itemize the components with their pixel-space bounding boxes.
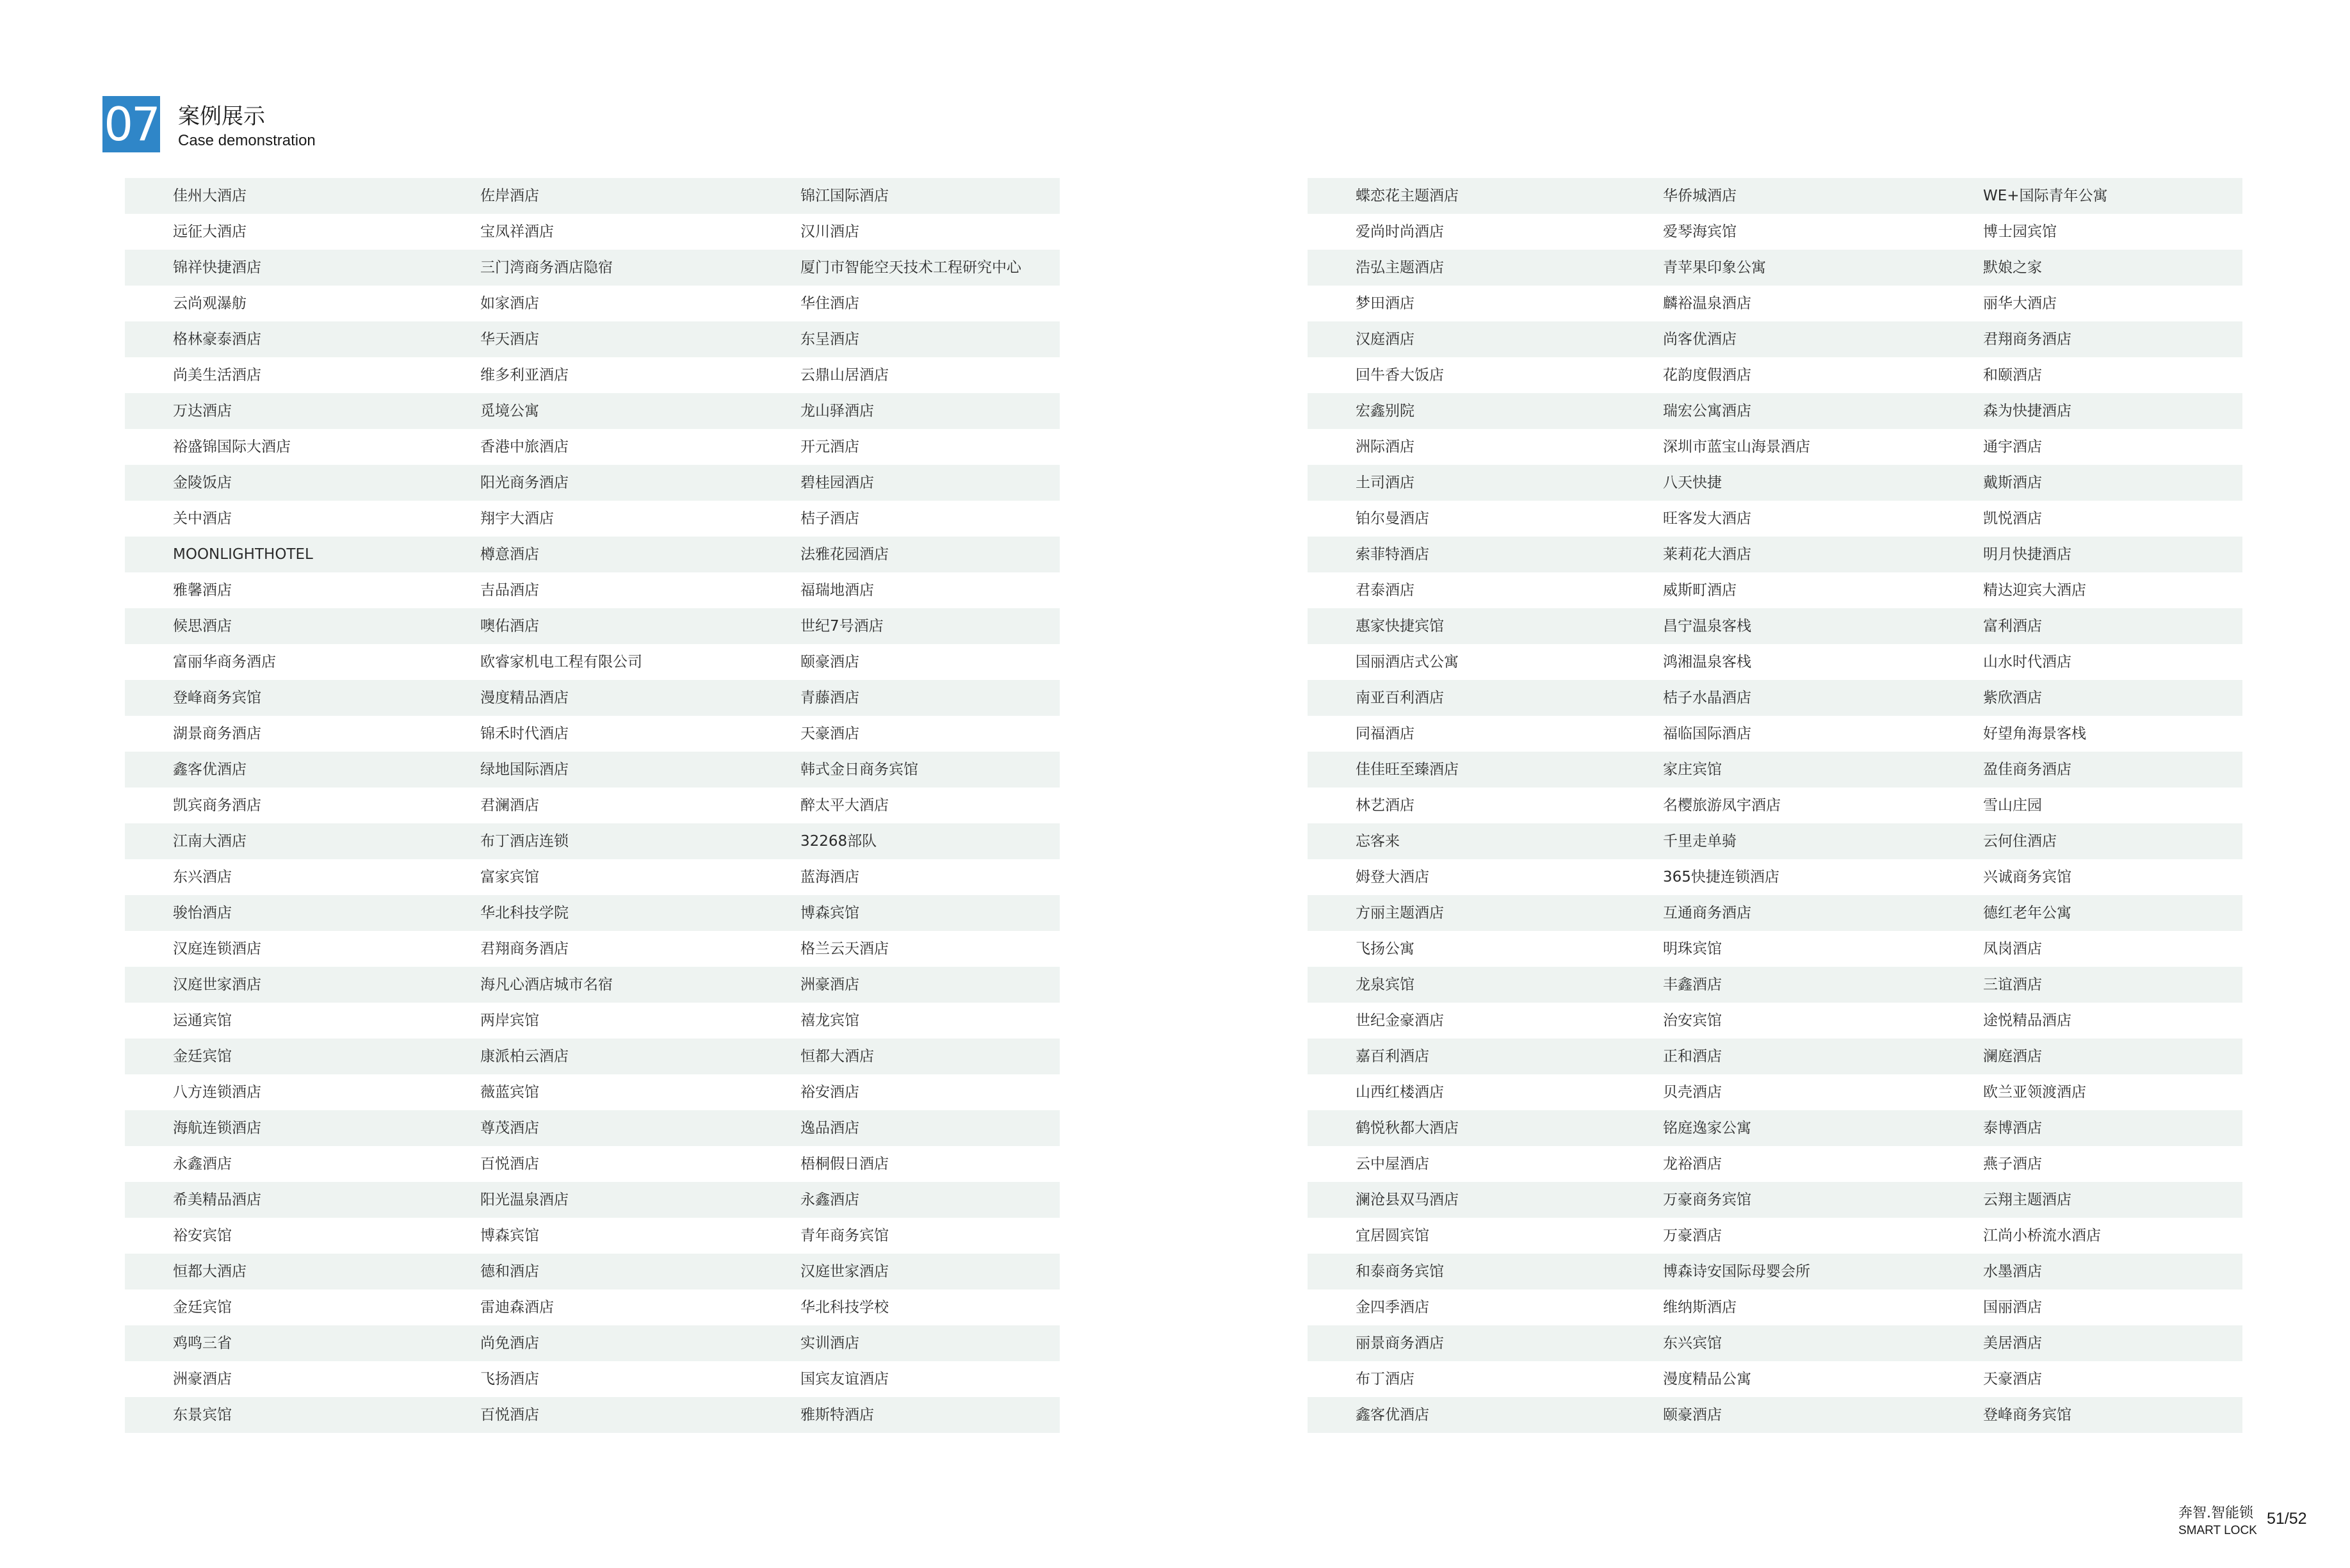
table-cell: 开元酒店 bbox=[800, 439, 859, 455]
table-cell: 格林豪泰酒店 bbox=[173, 331, 261, 348]
table-row bbox=[125, 429, 1060, 465]
table-cell: 运通宾馆 bbox=[173, 1012, 232, 1029]
table-cell: 家庄宾馆 bbox=[1663, 761, 1722, 778]
table-cell: 金陵饭店 bbox=[173, 474, 232, 491]
table-cell: 莱莉花大酒店 bbox=[1663, 546, 1751, 563]
table-cell: 丽华大酒店 bbox=[1983, 295, 2057, 312]
table-cell: 樽意酒店 bbox=[480, 546, 539, 563]
table-row bbox=[1308, 1146, 2242, 1182]
table-row bbox=[1308, 357, 2242, 393]
table-cell: 登峰商务宾馆 bbox=[173, 690, 261, 706]
table-cell: 康派柏云酒店 bbox=[480, 1048, 569, 1065]
table-row bbox=[125, 967, 1060, 1003]
table-cell: 博森宾馆 bbox=[480, 1227, 539, 1244]
table-row bbox=[1308, 1397, 2242, 1433]
table-cell: 如家酒店 bbox=[480, 295, 539, 312]
table-cell: 精达迎宾大酒店 bbox=[1983, 582, 2086, 599]
table-cell: 飞扬酒店 bbox=[480, 1371, 539, 1387]
table-row bbox=[1308, 895, 2242, 931]
table-cell: 汉川酒店 bbox=[800, 223, 859, 240]
table-cell: 世纪7号酒店 bbox=[800, 618, 884, 634]
table-cell: 华住酒店 bbox=[800, 295, 859, 312]
table-cell: 365快捷连锁酒店 bbox=[1663, 869, 1779, 885]
table-row bbox=[125, 1039, 1060, 1074]
table-cell: 东景宾馆 bbox=[173, 1407, 232, 1423]
table-row bbox=[1308, 644, 2242, 680]
table-cell: 阳光商务酒店 bbox=[480, 474, 569, 491]
table-cell: 法雅花园酒店 bbox=[800, 546, 889, 563]
table-cell: 尚免酒店 bbox=[480, 1335, 539, 1352]
table-cell: 姆登大酒店 bbox=[1356, 869, 1429, 885]
table-cell: 青年商务宾馆 bbox=[800, 1227, 889, 1244]
table-row bbox=[125, 214, 1060, 250]
table-row bbox=[125, 1289, 1060, 1325]
table-cell: 锦江国际酒店 bbox=[800, 188, 889, 204]
table-row bbox=[1308, 465, 2242, 501]
table-cell: 三门湾商务酒店隐宿 bbox=[480, 259, 613, 276]
table-cell: 凤岗酒店 bbox=[1983, 941, 2042, 957]
table-cell: 登峰商务宾馆 bbox=[1983, 1407, 2071, 1423]
table-cell: 蓝海酒店 bbox=[800, 869, 859, 885]
table-cell: 云尚观瀑舫 bbox=[173, 295, 247, 312]
table-row bbox=[1308, 1289, 2242, 1325]
table-row bbox=[1308, 1325, 2242, 1361]
table-cell: 醉太平大酒店 bbox=[800, 797, 889, 814]
table-cell: 裕盛锦国际大酒店 bbox=[173, 439, 291, 455]
table-cell: 嘉百利酒店 bbox=[1356, 1048, 1429, 1065]
table-cell: 逸品酒店 bbox=[800, 1120, 859, 1136]
table-cell: 戴斯酒店 bbox=[1983, 474, 2042, 491]
table-cell: 雅斯特酒店 bbox=[800, 1407, 874, 1423]
table-cell: 八天快捷 bbox=[1663, 474, 1722, 491]
table-cell: 通宇酒店 bbox=[1983, 439, 2042, 455]
table-row bbox=[125, 286, 1060, 321]
table-cell: 薇蓝宾馆 bbox=[480, 1084, 539, 1101]
table-cell: 龙裕酒店 bbox=[1663, 1156, 1722, 1172]
table-cell: 威斯町酒店 bbox=[1663, 582, 1737, 599]
table-cell: 紫欣酒店 bbox=[1983, 690, 2042, 706]
table-cell: 天豪酒店 bbox=[800, 725, 859, 742]
table-cell: 绿地国际酒店 bbox=[480, 761, 569, 778]
table-cell: 青藤酒店 bbox=[800, 690, 859, 706]
table-cell: 裕安宾馆 bbox=[173, 1227, 232, 1244]
table-cell: 觅境公寓 bbox=[480, 403, 539, 419]
table-cell: 富丽华商务酒店 bbox=[173, 654, 276, 670]
table-row bbox=[1308, 1074, 2242, 1110]
table-cell: 泰博酒店 bbox=[1983, 1120, 2042, 1136]
table-cell: 八方连锁酒店 bbox=[173, 1084, 261, 1101]
table-cell: WE+国际青年公寓 bbox=[1983, 188, 2108, 204]
table-cell: 美居酒店 bbox=[1983, 1335, 2042, 1352]
table-cell: 欧兰亚领渡酒店 bbox=[1983, 1084, 2086, 1101]
table-cell: 远征大酒店 bbox=[173, 223, 247, 240]
table-cell: 汉庭世家酒店 bbox=[800, 1263, 889, 1280]
table-cell: 世纪金豪酒店 bbox=[1356, 1012, 1444, 1029]
table-cell: 爱琴海宾馆 bbox=[1663, 223, 1737, 240]
table-row bbox=[1308, 1003, 2242, 1039]
table-cell: 云中屋酒店 bbox=[1356, 1156, 1429, 1172]
table-cell: 关中酒店 bbox=[173, 510, 232, 527]
table-cell: 希美精品酒店 bbox=[173, 1192, 261, 1208]
table-cell: 旺客发大酒店 bbox=[1663, 510, 1751, 527]
table-cell: 兴诚商务宾馆 bbox=[1983, 869, 2071, 885]
table-cell: 华侨城酒店 bbox=[1663, 188, 1737, 204]
table-cell: 铭庭逸家公寓 bbox=[1663, 1120, 1751, 1136]
table-row bbox=[125, 178, 1060, 214]
table-row bbox=[1308, 680, 2242, 716]
table-cell: 君翔商务酒店 bbox=[480, 941, 569, 957]
table-cell: 实训酒店 bbox=[800, 1335, 859, 1352]
table-cell: 恒都大酒店 bbox=[173, 1263, 247, 1280]
page-subtitle: Case demonstration bbox=[178, 132, 316, 149]
table-cell: 途悦精品酒店 bbox=[1983, 1012, 2071, 1029]
table-cell: 欧睿家机电工程有限公司 bbox=[480, 654, 642, 670]
table-cell: 君翔商务酒店 bbox=[1983, 331, 2071, 348]
table-row bbox=[1308, 393, 2242, 429]
table-row bbox=[125, 1254, 1060, 1289]
table-row bbox=[125, 644, 1060, 680]
table-cell: 互通商务酒店 bbox=[1663, 905, 1751, 921]
table-cell: 博森诗安国际母婴会所 bbox=[1663, 1263, 1810, 1280]
table-cell: 飞扬公寓 bbox=[1356, 941, 1414, 957]
table-cell: 桔子酒店 bbox=[800, 510, 859, 527]
table-cell: 君澜酒店 bbox=[480, 797, 539, 814]
table-cell: 骏怡酒店 bbox=[173, 905, 232, 921]
table-row bbox=[125, 895, 1060, 931]
case-table-right bbox=[1308, 178, 2242, 1433]
table-cell: 贝壳酒店 bbox=[1663, 1084, 1722, 1101]
table-row bbox=[1308, 214, 2242, 250]
table-row bbox=[125, 465, 1060, 501]
table-cell: 丽景商务酒店 bbox=[1356, 1335, 1444, 1352]
page-title: 案例展示 bbox=[178, 104, 265, 129]
table-cell: 雷迪森酒店 bbox=[480, 1299, 554, 1316]
table-cell: 龙泉宾馆 bbox=[1356, 976, 1414, 993]
table-row bbox=[125, 501, 1060, 537]
table-cell: 花韵度假酒店 bbox=[1663, 367, 1751, 384]
table-row bbox=[1308, 321, 2242, 357]
table-cell: 尊茂酒店 bbox=[480, 1120, 539, 1136]
table-cell: 布丁酒店连锁 bbox=[480, 833, 569, 850]
table-cell: 方丽主题酒店 bbox=[1356, 905, 1444, 921]
table-cell: 洲豪酒店 bbox=[173, 1371, 232, 1387]
table-cell: 百悦酒店 bbox=[480, 1407, 539, 1423]
section-number-badge: 07 bbox=[102, 96, 160, 152]
table-cell: 回牛香大饭店 bbox=[1356, 367, 1444, 384]
table-row bbox=[125, 680, 1060, 716]
table-cell: 好望角海景客栈 bbox=[1983, 725, 2086, 742]
table-row bbox=[1308, 1218, 2242, 1254]
table-cell: 林艺酒店 bbox=[1356, 797, 1414, 814]
table-cell: 宏鑫别院 bbox=[1356, 403, 1414, 419]
table-cell: 明月快捷酒店 bbox=[1983, 546, 2071, 563]
table-cell: 三谊酒店 bbox=[1983, 976, 2042, 993]
table-cell: 惠家快捷宾馆 bbox=[1356, 618, 1444, 634]
table-cell: 丰鑫酒店 bbox=[1663, 976, 1722, 993]
table-cell: 名樱旅游凤宇酒店 bbox=[1663, 797, 1781, 814]
table-cell: 森为快捷酒店 bbox=[1983, 403, 2071, 419]
table-cell: 永鑫酒店 bbox=[800, 1192, 859, 1208]
footer-brand-sub: SMART LOCK bbox=[2178, 1524, 2257, 1537]
table-cell: 山西红楼酒店 bbox=[1356, 1084, 1444, 1101]
table-cell: 宝凤祥酒店 bbox=[480, 223, 554, 240]
footer-brand: 奔智.智能锁 bbox=[2178, 1505, 2253, 1521]
table-cell: 佳佳旺至臻酒店 bbox=[1356, 761, 1459, 778]
table-cell: 君泰酒店 bbox=[1356, 582, 1414, 599]
table-row bbox=[125, 716, 1060, 752]
table-cell: 噢佑酒店 bbox=[480, 618, 539, 634]
table-cell: 雪山庄园 bbox=[1983, 797, 2042, 814]
table-row bbox=[125, 931, 1060, 967]
table-cell: 鑫客优酒店 bbox=[1356, 1407, 1429, 1423]
table-cell: 宜居圆宾馆 bbox=[1356, 1227, 1429, 1244]
table-cell: 青苹果印象公寓 bbox=[1663, 259, 1766, 276]
table-cell: 国宾友谊酒店 bbox=[800, 1371, 889, 1387]
table-cell: 金廷宾馆 bbox=[173, 1299, 232, 1316]
table-cell: 海凡心酒店城市名宿 bbox=[480, 976, 613, 993]
table-row bbox=[125, 1074, 1060, 1110]
table-cell: 洲际酒店 bbox=[1356, 439, 1414, 455]
table-cell: 东呈酒店 bbox=[800, 331, 859, 348]
table-cell: 水墨酒店 bbox=[1983, 1263, 2042, 1280]
table-cell: 颐豪酒店 bbox=[800, 654, 859, 670]
table-cell: 天豪酒店 bbox=[1983, 1371, 2042, 1387]
table-cell: 爱尚时尚酒店 bbox=[1356, 223, 1444, 240]
case-table-left bbox=[125, 178, 1060, 1433]
table-cell: 颐豪酒店 bbox=[1663, 1407, 1722, 1423]
table-cell: 富家宾馆 bbox=[480, 869, 539, 885]
table-row bbox=[125, 250, 1060, 286]
table-row bbox=[125, 823, 1060, 859]
table-cell: 裕安酒店 bbox=[800, 1084, 859, 1101]
table-cell: 百悦酒店 bbox=[480, 1156, 539, 1172]
table-cell: 万豪酒店 bbox=[1663, 1227, 1722, 1244]
table-cell: 鸿湘温泉客栈 bbox=[1663, 654, 1751, 670]
table-cell: 格兰云天酒店 bbox=[800, 941, 889, 957]
table-cell: 湖景商务酒店 bbox=[173, 725, 261, 742]
table-cell: 候思酒店 bbox=[173, 618, 232, 634]
table-row bbox=[125, 1146, 1060, 1182]
table-row bbox=[1308, 788, 2242, 823]
table-row bbox=[125, 357, 1060, 393]
table-cell: 梧桐假日酒店 bbox=[800, 1156, 889, 1172]
table-cell: 洲豪酒店 bbox=[800, 976, 859, 993]
table-row bbox=[125, 1003, 1060, 1039]
table-cell: 鑫客优酒店 bbox=[173, 761, 247, 778]
table-cell: 东兴宾馆 bbox=[1663, 1335, 1722, 1352]
table-cell: 福临国际酒店 bbox=[1663, 725, 1751, 742]
table-cell: 锦祥快捷酒店 bbox=[173, 259, 261, 276]
table-row bbox=[1308, 537, 2242, 572]
table-cell: 浩弘主题酒店 bbox=[1356, 259, 1444, 276]
table-cell: 金四季酒店 bbox=[1356, 1299, 1429, 1316]
table-cell: 佐岸酒店 bbox=[480, 188, 539, 204]
table-cell: 维纳斯酒店 bbox=[1663, 1299, 1737, 1316]
table-cell: 鸡鸣三省 bbox=[173, 1335, 232, 1352]
table-cell: 和颐酒店 bbox=[1983, 367, 2042, 384]
table-cell: 尚美生活酒店 bbox=[173, 367, 261, 384]
table-cell: 鹤悦秋都大酒店 bbox=[1356, 1120, 1459, 1136]
table-cell: 汉庭连锁酒店 bbox=[173, 941, 261, 957]
table-cell: 燕子酒店 bbox=[1983, 1156, 2042, 1172]
table-row bbox=[125, 1397, 1060, 1433]
table-cell: 默娘之家 bbox=[1983, 259, 2042, 276]
table-cell: 博森宾馆 bbox=[800, 905, 859, 921]
table-cell: 索菲特酒店 bbox=[1356, 546, 1429, 563]
table-cell: 汉庭酒店 bbox=[1356, 331, 1414, 348]
table-cell: 尚客优酒店 bbox=[1663, 331, 1737, 348]
table-cell: 国丽酒店式公寓 bbox=[1356, 654, 1459, 670]
table-row bbox=[1308, 286, 2242, 321]
table-row bbox=[125, 1325, 1060, 1361]
table-cell: 华天酒店 bbox=[480, 331, 539, 348]
table-row bbox=[1308, 429, 2242, 465]
table-cell: 同福酒店 bbox=[1356, 725, 1414, 742]
table-cell: 华北科技学校 bbox=[800, 1299, 889, 1316]
table-cell: 忘客来 bbox=[1356, 833, 1400, 850]
table-cell: 正和酒店 bbox=[1663, 1048, 1722, 1065]
table-cell: 铂尔曼酒店 bbox=[1356, 510, 1429, 527]
table-cell: 澜庭酒店 bbox=[1983, 1048, 2042, 1065]
table-cell: 布丁酒店 bbox=[1356, 1371, 1414, 1387]
table-cell: 麟裕温泉酒店 bbox=[1663, 295, 1751, 312]
table-row bbox=[1308, 1182, 2242, 1218]
table-row bbox=[125, 1361, 1060, 1397]
table-cell: 深圳市蓝宝山海景酒店 bbox=[1663, 439, 1810, 455]
table-cell: 锦禾时代酒店 bbox=[480, 725, 569, 742]
table-row bbox=[1308, 1254, 2242, 1289]
table-cell: 江南大酒店 bbox=[173, 833, 247, 850]
table-cell: 万豪商务宾馆 bbox=[1663, 1192, 1751, 1208]
table-cell: 漫度精品酒店 bbox=[480, 690, 569, 706]
table-row bbox=[125, 788, 1060, 823]
table-cell: 蝶恋花主题酒店 bbox=[1356, 188, 1459, 204]
table-cell: 翔宇大酒店 bbox=[480, 510, 554, 527]
table-cell: 韩式金日商务宾馆 bbox=[800, 761, 918, 778]
table-cell: 德和酒店 bbox=[480, 1263, 539, 1280]
table-cell: 阳光温泉酒店 bbox=[480, 1192, 569, 1208]
table-cell: 禧龙宾馆 bbox=[800, 1012, 859, 1029]
table-row bbox=[125, 572, 1060, 608]
table-row bbox=[1308, 967, 2242, 1003]
table-cell: 凯悦酒店 bbox=[1983, 510, 2042, 527]
table-row bbox=[125, 393, 1060, 429]
page-number: 51/52 bbox=[2267, 1510, 2307, 1528]
table-cell: 昌宁温泉客栈 bbox=[1663, 618, 1751, 634]
table-cell: 治安宾馆 bbox=[1663, 1012, 1722, 1029]
table-cell: 永鑫酒店 bbox=[173, 1156, 232, 1172]
table-cell: 福瑞地酒店 bbox=[800, 582, 874, 599]
table-row bbox=[125, 859, 1060, 895]
table-row bbox=[125, 752, 1060, 788]
table-cell: 江尚小桥流水酒店 bbox=[1983, 1227, 2101, 1244]
table-cell: 龙山驿酒店 bbox=[800, 403, 874, 419]
table-cell: 澜沧县双马酒店 bbox=[1356, 1192, 1459, 1208]
table-cell: 漫度精品公寓 bbox=[1663, 1371, 1751, 1387]
table-cell: 吉品酒店 bbox=[480, 582, 539, 599]
table-cell: 博士园宾馆 bbox=[1983, 223, 2057, 240]
table-row bbox=[1308, 178, 2242, 214]
table-row bbox=[125, 1218, 1060, 1254]
table-cell: 桔子水晶酒店 bbox=[1663, 690, 1751, 706]
table-cell: 富利酒店 bbox=[1983, 618, 2042, 634]
table-cell: 和泰商务宾馆 bbox=[1356, 1263, 1444, 1280]
table-row bbox=[1308, 859, 2242, 895]
table-row bbox=[1308, 931, 2242, 967]
table-cell: 32268部队 bbox=[800, 833, 877, 850]
table-cell: 南亚百利酒店 bbox=[1356, 690, 1444, 706]
table-cell: 恒都大酒店 bbox=[800, 1048, 874, 1065]
table-row bbox=[1308, 501, 2242, 537]
table-cell: 厦门市智能空天技术工程研究中心 bbox=[800, 259, 1021, 276]
table-cell: 梦田酒店 bbox=[1356, 295, 1414, 312]
table-cell: 云何住酒店 bbox=[1983, 833, 2057, 850]
table-cell: 云鼎山居酒店 bbox=[800, 367, 889, 384]
table-row bbox=[125, 608, 1060, 644]
table-cell: 两岸宾馆 bbox=[480, 1012, 539, 1029]
table-cell: 凯宾商务酒店 bbox=[173, 797, 261, 814]
table-row bbox=[125, 537, 1060, 572]
table-cell: 汉庭世家酒店 bbox=[173, 976, 261, 993]
table-cell: 东兴酒店 bbox=[173, 869, 232, 885]
table-cell: 国丽酒店 bbox=[1983, 1299, 2042, 1316]
table-cell: 碧桂园酒店 bbox=[800, 474, 874, 491]
table-row bbox=[1308, 823, 2242, 859]
table-cell: 海航连锁酒店 bbox=[173, 1120, 261, 1136]
table-row bbox=[1308, 250, 2242, 286]
table-row bbox=[1308, 716, 2242, 752]
table-cell: 千里走单骑 bbox=[1663, 833, 1737, 850]
table-row bbox=[1308, 752, 2242, 788]
table-row bbox=[125, 1110, 1060, 1146]
table-cell: 万达酒店 bbox=[173, 403, 232, 419]
table-row bbox=[125, 1182, 1060, 1218]
table-cell: 盈佳商务酒店 bbox=[1983, 761, 2071, 778]
table-cell: 佳州大酒店 bbox=[173, 188, 247, 204]
table-cell: 华北科技学院 bbox=[480, 905, 569, 921]
table-cell: MOONLIGHTHOTEL bbox=[173, 546, 313, 563]
table-row bbox=[125, 321, 1060, 357]
table-cell: 云翔主题酒店 bbox=[1983, 1192, 2071, 1208]
table-cell: 土司酒店 bbox=[1356, 474, 1414, 491]
table-cell: 香港中旅酒店 bbox=[480, 439, 569, 455]
table-cell: 瑞宏公寓酒店 bbox=[1663, 403, 1751, 419]
table-row bbox=[1308, 1361, 2242, 1397]
table-cell: 金廷宾馆 bbox=[173, 1048, 232, 1065]
table-row bbox=[1308, 1110, 2242, 1146]
table-cell: 明珠宾馆 bbox=[1663, 941, 1722, 957]
table-cell: 德红老年公寓 bbox=[1983, 905, 2071, 921]
table-row bbox=[1308, 1039, 2242, 1074]
table-cell: 山水时代酒店 bbox=[1983, 654, 2071, 670]
table-row bbox=[1308, 572, 2242, 608]
table-row bbox=[1308, 608, 2242, 644]
table-cell: 维多利亚酒店 bbox=[480, 367, 569, 384]
table-cell: 雅馨酒店 bbox=[173, 582, 232, 599]
